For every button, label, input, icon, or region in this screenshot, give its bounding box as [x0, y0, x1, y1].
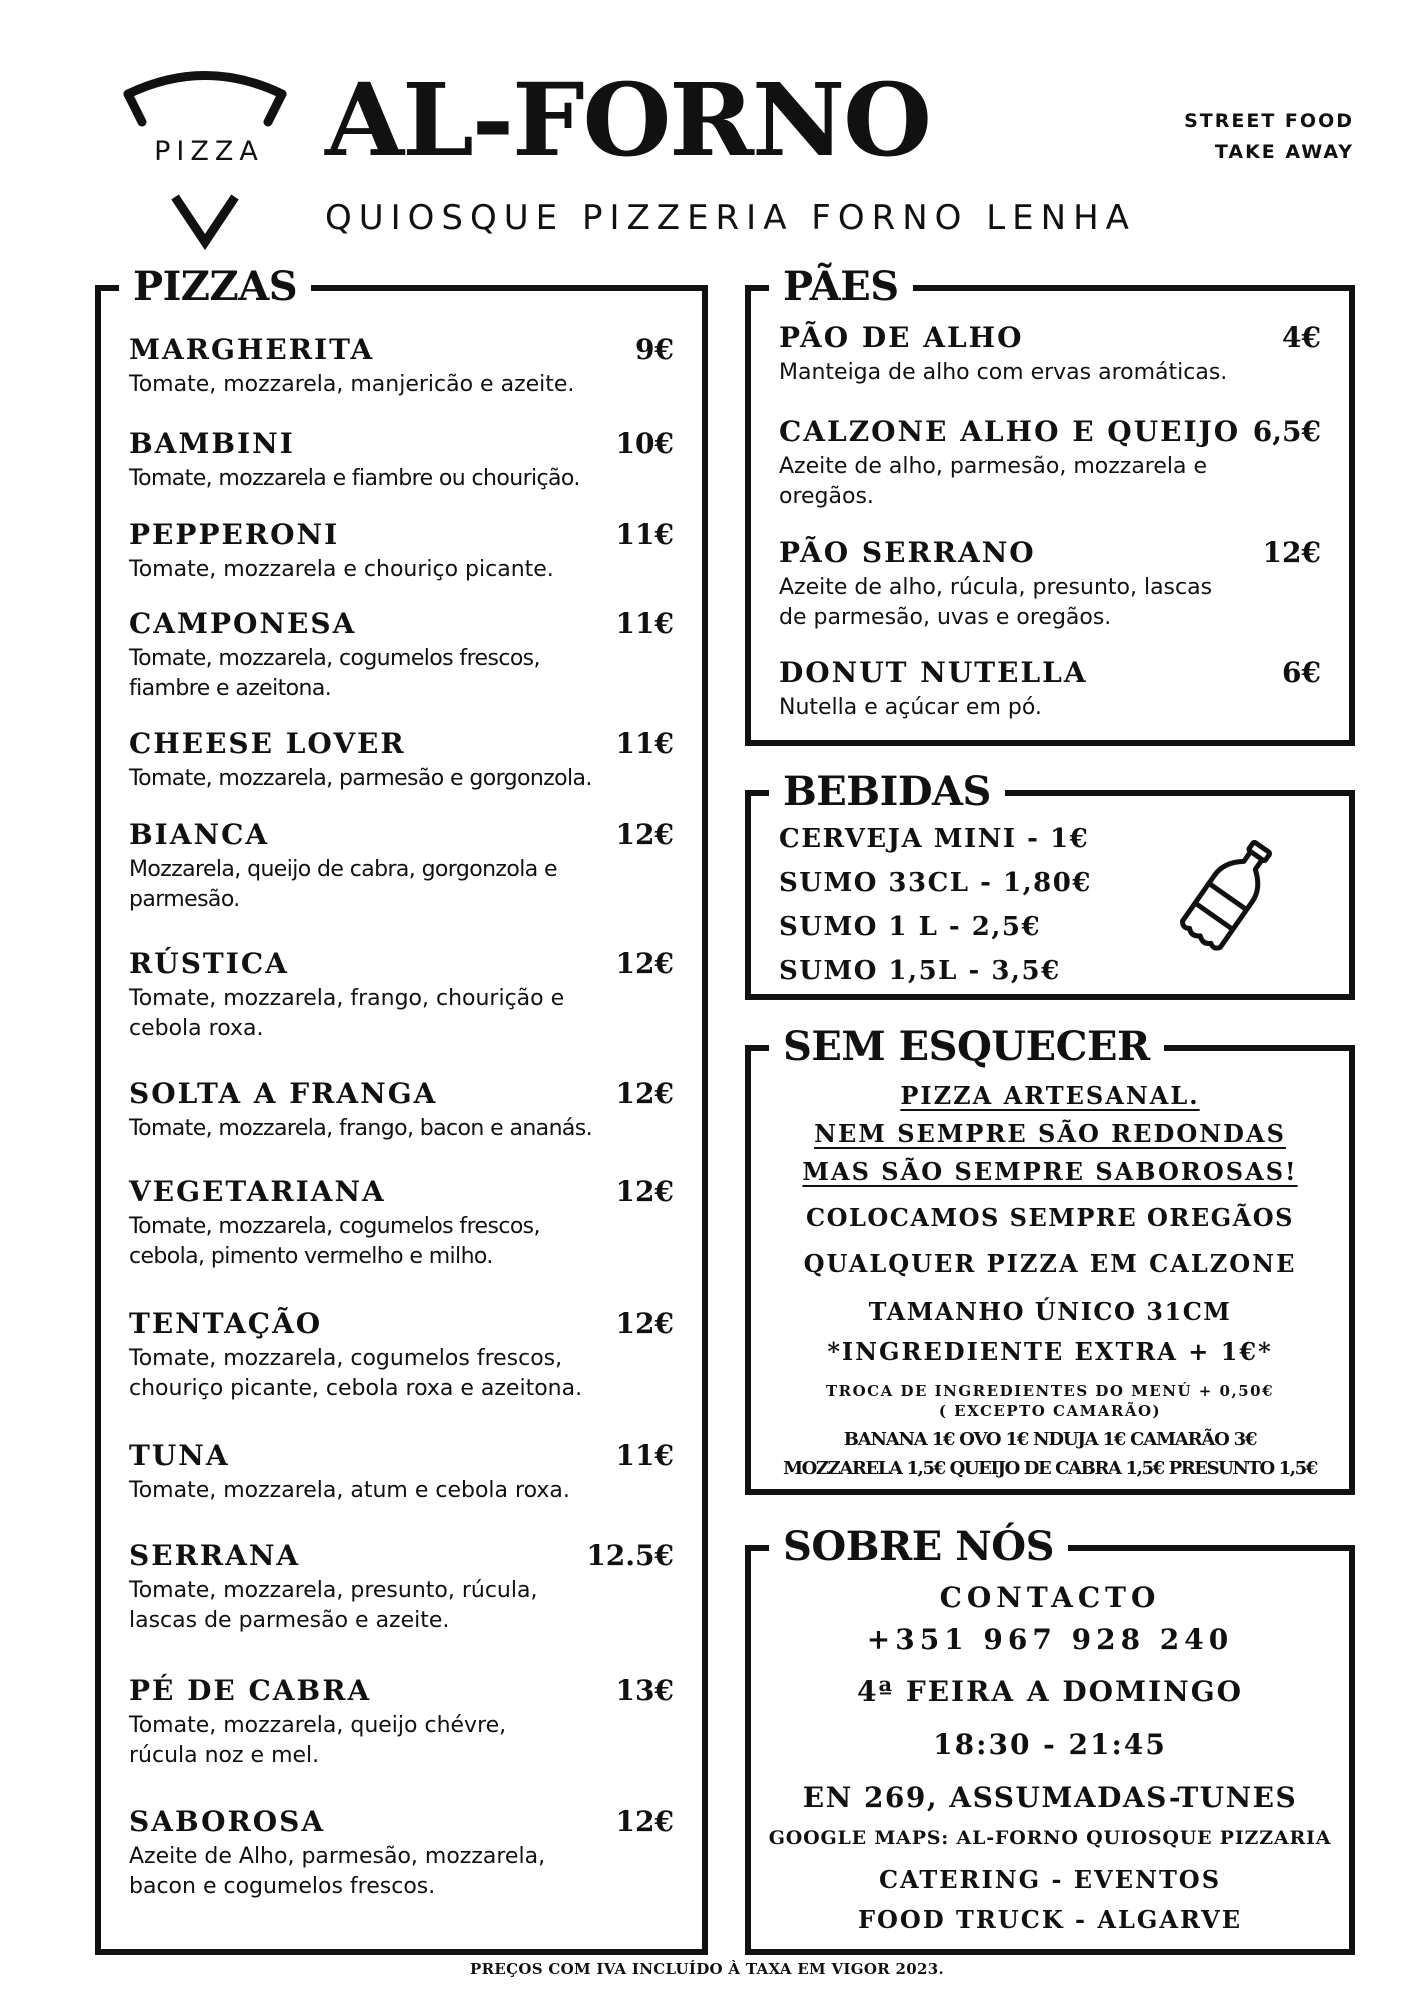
note-line: MOZZARELA 1,5€ QUEIJO DE CABRA 1,5€ PRESUNTO 1,5€	[783, 1458, 1317, 1479]
pizza-name: VEGETARIANA	[129, 1175, 386, 1208]
note-line: *INGREDIENTE EXTRA + 1€*	[827, 1337, 1273, 1366]
pizza-price: 12.5€	[586, 1539, 674, 1572]
tagline: QUIOSQUE PIZZERIA FORNO LENHA	[325, 198, 1136, 238]
note-line: ( EXCEPTO CAMARÃO)	[938, 1402, 1162, 1420]
pizza-desc-2: lascas de parmesão e azeite.	[129, 1608, 450, 1633]
google-maps: GOOGLE MAPS: AL-FORNO QUIOSQUE PIZZARIA	[768, 1827, 1332, 1849]
pizza-item	[129, 1674, 674, 1771]
pizza-item	[129, 333, 674, 400]
pizza-name: CAMPONESA	[129, 607, 357, 640]
pao-item	[779, 415, 1321, 512]
header-right-text	[1184, 106, 1354, 168]
take-away-label: TAKE AWAY	[1214, 141, 1354, 163]
bebidas-box	[745, 768, 1355, 1000]
pizza-desc: Tomate, mozzarela, presunto, rúcula,	[129, 1578, 538, 1603]
sem-esquecer-title: SEM ESQUECER	[769, 1017, 1164, 1077]
pizza-price: 11€	[615, 518, 674, 551]
pizza-price: 10€	[615, 427, 674, 460]
pizza-item	[129, 1077, 674, 1144]
pizza-desc: Tomate, mozzarela, frango, bacon e ananás.	[129, 1116, 593, 1141]
note-line: TAMANHO ÚNICO 31CM	[868, 1297, 1232, 1326]
drink-item: SUMO 1,5L - 3,5€	[779, 956, 1061, 986]
pizza-name: PÉ DE CABRA	[129, 1674, 372, 1707]
pizza-desc: Tomate, mozzarela, cogumelos frescos,	[129, 646, 540, 671]
pizza-desc: Tomate, mozzarela e chouriço picante.	[129, 557, 554, 582]
pizza-desc: Mozzarela, queijo de cabra, gorgonzola e	[129, 857, 557, 882]
pizza-list	[129, 291, 674, 1949]
pizza-item	[129, 1175, 674, 1272]
pizza-desc: Tomate, mozzarela, atum e cebola roxa.	[129, 1478, 570, 1503]
paes-title: PÃES	[769, 257, 913, 317]
pizza-price: 12€	[615, 1077, 674, 1110]
pizza-desc-2: cebola roxa.	[129, 1016, 264, 1041]
logo-text: PIZZA	[154, 136, 264, 167]
pizza-desc: Tomate, mozzarela, queijo chévre,	[129, 1713, 507, 1738]
pizza-desc: Tomate, mozzarela, cogumelos frescos,	[129, 1214, 540, 1239]
drink-item: CERVEJA MINI - 1€	[779, 824, 1090, 854]
pizza-desc: Tomate, mozzarela, parmesão e gorgonzola.	[129, 766, 592, 791]
pao-price: 6€	[1282, 656, 1321, 689]
note-line: TROCA DE INGREDIENTES DO MENÚ + 0,50€	[825, 1382, 1275, 1400]
pizza-price: 11€	[615, 727, 674, 760]
pizza-price: 12€	[615, 818, 674, 851]
pizza-desc: Tomate, mozzarela, cogumelos frescos,	[129, 1346, 563, 1371]
phone-number[interactable]: +351 967 928 240	[866, 1623, 1234, 1656]
pizza-price: 9€	[635, 333, 674, 366]
pao-name: PÃO DE ALHO	[779, 321, 1024, 354]
drink-item: SUMO 1 L - 2,5€	[779, 912, 1042, 942]
note-line: QUALQUER PIZZA EM CALZONE	[803, 1249, 1297, 1278]
pizza-desc: Tomate, mozzarela, frango, chourição e	[129, 986, 565, 1011]
pizza-name: SERRANA	[129, 1539, 301, 1572]
address: EN 269, ASSUMADAS-TUNES	[802, 1781, 1298, 1814]
note-line: NEM SEMPRE SÃO REDONDAS	[814, 1119, 1286, 1148]
pizza-name: SOLTA A FRANGA	[129, 1077, 438, 1110]
pizza-price: 12€	[615, 1307, 674, 1340]
pizza-name: BAMBINI	[129, 427, 295, 460]
pizza-desc-2: rúcula noz e mel.	[129, 1743, 320, 1768]
pizza-price: 12€	[615, 1175, 674, 1208]
pao-price: 4€	[1282, 321, 1321, 354]
footer-note: PREÇOS COM IVA INCLUÍDO À TAXA EM VIGOR 2023.	[470, 1960, 944, 1978]
street-food-label: STREET FOOD	[1184, 110, 1354, 132]
pao-item	[779, 536, 1321, 633]
pizza-item	[129, 727, 674, 794]
pizza-item	[129, 1439, 674, 1506]
pizza-desc-2: fiambre e azeitona.	[129, 676, 332, 701]
pao-price: 6,5€	[1252, 415, 1321, 448]
pizza-name: TUNA	[129, 1439, 230, 1472]
contacto-label: CONTACTO	[939, 1581, 1161, 1614]
food-truck-line: FOOD TRUCK - ALGARVE	[857, 1905, 1242, 1934]
pao-name: DONUT NUTELLA	[779, 656, 1088, 689]
bottle-icon	[1171, 834, 1281, 964]
pizza-item	[129, 947, 674, 1044]
pizza-price: 13€	[615, 1674, 674, 1707]
pizza-name: BIANCA	[129, 818, 270, 851]
pizza-item	[129, 1805, 674, 1902]
pao-price: 12€	[1262, 536, 1321, 569]
pizza-item	[129, 1307, 674, 1404]
pao-desc: Azeite de alho, rúcula, presunto, lascas	[779, 575, 1213, 600]
pizza-item	[129, 1539, 674, 1636]
pizza-desc: Tomate, mozzarela, manjericão e azeite.	[129, 372, 575, 397]
sem-esquecer-box	[745, 1023, 1355, 1495]
pizza-desc: Tomate, mozzarela e fiambre ou chourição.	[129, 466, 580, 491]
opening-days: 4ª FEIRA A DOMINGO	[856, 1675, 1244, 1708]
pizza-desc-2: bacon e cogumelos frescos.	[129, 1874, 436, 1899]
sobre-nos-title: SOBRE NÓS	[769, 1517, 1068, 1577]
pizza-name: MARGHERITA	[129, 333, 375, 366]
pizza-name: SABOROSA	[129, 1805, 326, 1838]
pizza-desc-2: chouriço picante, cebola roxa e azeitona.	[129, 1376, 583, 1401]
sobre-nos-box	[745, 1523, 1355, 1955]
pao-desc: Azeite de alho, parmesão, mozzarela e	[779, 454, 1208, 479]
catering-line: CATERING - EVENTOS	[878, 1865, 1222, 1894]
pizzas-title: PIZZAS	[119, 257, 311, 317]
pizza-desc: Azeite de Alho, parmesão, mozzarela,	[129, 1844, 546, 1869]
pizza-name: TENTAÇÃO	[129, 1307, 323, 1340]
opening-hours: 18:30 - 21:45	[933, 1728, 1167, 1761]
pizza-logo	[120, 62, 290, 252]
pizza-desc-2: parmesão.	[129, 887, 240, 912]
brand-title: AL-FORNO	[325, 61, 931, 179]
pao-item	[779, 656, 1321, 723]
pao-item	[779, 321, 1321, 388]
pao-name: PÃO SERRANO	[779, 536, 1036, 569]
pizza-item	[129, 607, 674, 704]
pizza-item	[129, 518, 674, 585]
pizza-desc-2: cebola, pimento vermelho e milho.	[129, 1244, 493, 1269]
pao-desc: Manteiga de alho com ervas aromáticas.	[779, 360, 1228, 385]
pao-desc-2: oregãos.	[779, 484, 874, 509]
pizza-price: 12€	[615, 947, 674, 980]
paes-list	[779, 291, 1321, 740]
pizza-item	[129, 427, 674, 494]
note-line: BANANA 1€ OVO 1€ NDUJA 1€ CAMARÃO 3€	[843, 1429, 1257, 1450]
pizza-name: PEPPERONI	[129, 518, 340, 551]
pao-desc-2: de parmesão, uvas e oregãos.	[779, 605, 1112, 630]
note-line: COLOCAMOS SEMPRE OREGÃOS	[805, 1203, 1294, 1232]
pizza-item	[129, 818, 674, 915]
note-line: PIZZA ARTESANAL.	[900, 1081, 1200, 1110]
drink-item: SUMO 33CL - 1,80€	[779, 868, 1092, 898]
pizza-price: 11€	[615, 607, 674, 640]
pao-name: CALZONE ALHO E QUEIJO	[779, 415, 1241, 448]
note-line: MAS SÃO SEMPRE SABOROSAS!	[802, 1157, 1298, 1186]
pizza-name: CHEESE LOVER	[129, 727, 406, 760]
pizza-price: 11€	[615, 1439, 674, 1472]
pao-desc: Nutella e açúcar em pó.	[779, 695, 1042, 720]
pizza-name: RÚSTICA	[129, 947, 289, 980]
pizzas-box	[95, 263, 708, 1955]
bebidas-title: BEBIDAS	[769, 762, 1005, 822]
paes-box	[745, 263, 1355, 746]
pizza-price: 12€	[615, 1805, 674, 1838]
